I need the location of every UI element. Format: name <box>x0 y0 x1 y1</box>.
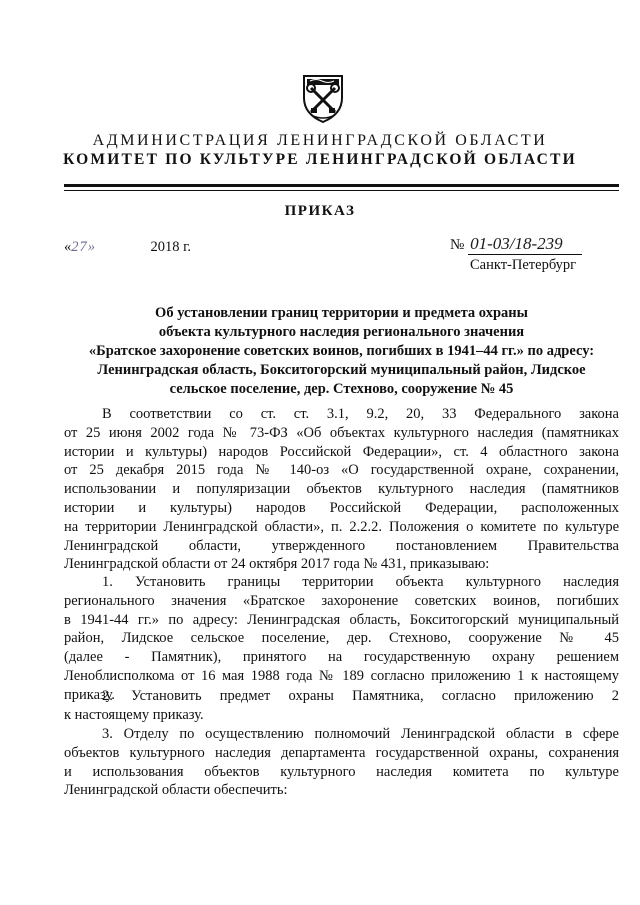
date-day: 27» <box>71 239 96 255</box>
text-line: от 25 июня 2002 года № 73-ФЗ «Об объектах культурного наследия (памятниках <box>64 424 619 441</box>
date-open-quote: « <box>64 239 72 255</box>
number-prefix: № <box>450 237 465 253</box>
text-line: 2. Установить предмет охраны Памятника, согласно приложению 2 <box>102 688 619 704</box>
text-line: объектов культурного наследия департамента государственной охраны, сохранения <box>64 744 619 761</box>
text-line: к настоящему приказу. <box>64 706 204 723</box>
text-line: Ленинградской области обеспечить: <box>64 782 288 799</box>
date-year: 2018 г. <box>146 239 192 255</box>
text-line: Ленинградской области, утвержденного постановлением Правительства <box>64 537 619 554</box>
order-subject <box>64 304 619 399</box>
text-line: 3. Отделу по осуществлению полномочий Ленинградской области в сфере <box>102 726 619 742</box>
text-line: в 1941-44 гг.» по адресу: Ленинградская область, Бокситогорский муниципальный <box>64 611 619 628</box>
date-month-spacer <box>96 239 147 255</box>
text-line: 1. Установить границы территории объекта культурного наследия <box>102 574 619 590</box>
text-line: и использования объектов культурного наследия комитета по культуре <box>64 763 619 780</box>
text-line: Леноблисполкома от 16 мая 1988 года № 189 согласно приложению 1 к настоящему <box>64 667 619 684</box>
text-line: от 25 декабря 2015 года № 140-оз «О государственной охране, сохранении, <box>64 462 619 479</box>
paragraph-preamble <box>64 405 619 574</box>
text-line: регионального значения «Братское захоронение советских воинов, погибших <box>64 592 619 609</box>
order-city: Санкт-Петербург <box>470 257 577 273</box>
text-line: (далее - Памятник), принятого на государственную охрану решением <box>64 649 619 666</box>
text-line: на территории Ленинградской области», п. 2.2.2. Положения о комитете по культуре <box>64 518 619 535</box>
text-line: истории и культуры) народов Российской Федерации», ст. 4 областного закона <box>64 443 619 460</box>
text-line: район, Лидское сельское поселение, дер. Стехново, сооружение № 45 <box>64 630 619 647</box>
subject-line: объекта культурного наследия регионального значения <box>158 324 525 340</box>
text-line: В соответствии со ст. ст. 3.1, 9.2, 20, 33 Федерального закона <box>102 406 619 422</box>
administration-heading: АДМИНИСТРАЦИЯ ЛЕНИНГРАДСКОЙ ОБЛАСТИ <box>92 132 548 149</box>
subject-line: сельское поселение, дер. Стехново, сооружение № 45 <box>169 381 514 397</box>
subject-line: Об установлении границ территории и предмета охраны <box>155 305 528 321</box>
text-line: истории и культуры) народов Российской Федерации, расположенных <box>64 499 619 516</box>
subject-line: Ленинградская область, Бокситогорский муниципальный район, Лидское <box>97 362 586 378</box>
paragraph-item-2 <box>64 687 619 725</box>
order-date <box>64 239 191 256</box>
header-rule-thin <box>64 190 619 191</box>
committee-heading: КОМИТЕТ ПО КУЛЬТУРЕ ЛЕНИНГРАДСКОЙ ОБЛАСТИ <box>63 151 577 168</box>
paragraph-item-1 <box>64 573 619 705</box>
coat-of-arms-icon <box>298 72 348 124</box>
text-line: Ленинградской области от 24 октября 2017 года № 431, приказываю: <box>64 556 490 573</box>
text-line: приказу. <box>64 686 115 703</box>
order-number <box>450 234 582 255</box>
text-line: использовании и популяризации объектов культурного наследия (памятников <box>64 481 619 498</box>
header-rule-thick <box>64 184 619 187</box>
number-value: 01-03/18-239 <box>468 234 582 255</box>
paragraph-item-3 <box>64 725 619 800</box>
order-title: ПРИКАЗ <box>284 203 356 219</box>
subject-line: «Братское захоронение советских воинов, погибших в 1941–44 гг.» по адресу: <box>88 343 595 359</box>
